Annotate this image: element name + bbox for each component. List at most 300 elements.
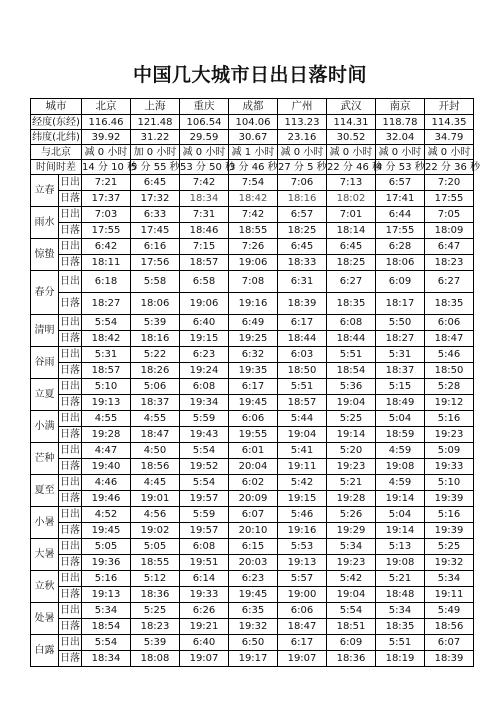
latitude-value: 31.22 (131, 130, 180, 145)
sunset-time: 19:15 (180, 331, 229, 347)
sunset-time: 19:21 (180, 619, 229, 635)
sunrise-time: 4:56 (131, 507, 180, 523)
sunset-time: 18:50 (278, 363, 327, 379)
sunrise-time: 5:49 (425, 603, 474, 619)
sunset-time: 18:44 (327, 331, 376, 347)
sunset-label: 日落 (59, 491, 82, 507)
sunset-time: 18:57 (82, 363, 131, 379)
sunset-time: 17:55 (425, 191, 474, 207)
sunrise-time: 4:45 (131, 475, 180, 491)
sunrise-time: 5:54 (82, 635, 131, 651)
term-set-row (31, 255, 474, 271)
time-diff-minutes: 4 分 53 秒 (376, 161, 425, 173)
sunrise-time: 6:40 (180, 635, 229, 651)
time-diff-hours: 减 1 小时 (229, 145, 278, 160)
sunrise-time: 6:57 (376, 175, 425, 191)
sunrise-label: 日出 (59, 379, 82, 395)
sunrise-time: 4:52 (82, 507, 131, 523)
sunrise-time: 6:49 (229, 315, 278, 331)
sunset-time: 18:35 (327, 293, 376, 315)
sunrise-time: 7:26 (229, 239, 278, 255)
latitude-value: 34.79 (425, 130, 474, 145)
sunset-time: 18:33 (278, 255, 327, 271)
latitude-value: 30.67 (229, 130, 278, 145)
sunrise-time: 6:07 (229, 507, 278, 523)
sunrise-label: 日出 (59, 347, 82, 363)
sunrise-time: 5:22 (131, 347, 180, 363)
sunset-time: 19:13 (82, 395, 131, 411)
sunset-time: 19:14 (376, 523, 425, 539)
sunset-time: 18:50 (425, 363, 474, 379)
sunrise-time: 5:42 (327, 571, 376, 587)
sunrise-time: 4:59 (376, 443, 425, 459)
time-diff-label-line2: 时间时差 (31, 160, 82, 175)
time-diff-row-2 (31, 160, 474, 175)
sunset-time: 18:19 (376, 651, 425, 667)
sunset-time: 19:02 (131, 523, 180, 539)
sunset-time: 18:39 (278, 293, 327, 315)
sunset-time: 18:59 (376, 427, 425, 443)
sunrise-time: 6:45 (327, 239, 376, 255)
sunrise-time: 6:50 (229, 635, 278, 651)
term-set-row (31, 555, 474, 571)
sunset-time: 18:54 (327, 363, 376, 379)
sunset-time: 20:09 (229, 491, 278, 507)
sunrise-time: 6:23 (229, 571, 278, 587)
sunset-time: 18:47 (278, 619, 327, 635)
sunset-time: 18:47 (131, 427, 180, 443)
sunset-time: 19:17 (229, 651, 278, 667)
sunrise-label: 日出 (59, 239, 82, 255)
term-rise-row (31, 571, 474, 587)
longitude-value: 106.54 (180, 115, 229, 130)
sunrise-time: 5:15 (376, 379, 425, 395)
sunrise-time: 5:16 (425, 507, 474, 523)
sunrise-time: 7:31 (180, 207, 229, 223)
sunrise-time: 6:45 (278, 239, 327, 255)
sunset-time: 19:06 (229, 255, 278, 271)
sunset-time: 18:42 (229, 191, 278, 207)
time-diff-row-1 (31, 145, 474, 160)
sunset-time: 17:32 (131, 191, 180, 207)
longitude-value: 121.48 (131, 115, 180, 130)
sunset-time: 19:57 (180, 523, 229, 539)
sunset-time: 18:34 (82, 651, 131, 667)
sunset-time: 18:14 (327, 223, 376, 239)
term-set-row (31, 363, 474, 379)
sunrise-time: 6:06 (278, 603, 327, 619)
sunset-time: 19:33 (425, 459, 474, 475)
sunrise-time: 5:51 (278, 379, 327, 395)
sunrise-time: 5:09 (425, 443, 474, 459)
sunrise-time: 6:08 (327, 315, 376, 331)
sunset-time: 19:08 (376, 555, 425, 571)
sunrise-time: 5:54 (180, 475, 229, 491)
sunset-time: 19:36 (82, 555, 131, 571)
latitude-value: 29.59 (180, 130, 229, 145)
sunset-time: 18:23 (425, 255, 474, 271)
sunrise-time: 6:26 (180, 603, 229, 619)
sunset-time: 19:04 (327, 587, 376, 603)
sunset-time: 20:04 (229, 459, 278, 475)
term-set-row (31, 459, 474, 475)
solar-term-name: 谷雨 (31, 347, 59, 379)
sunset-time: 18:08 (131, 651, 180, 667)
term-rise-row (31, 411, 474, 427)
sunrise-time: 5:59 (180, 411, 229, 427)
sunrise-time: 5:53 (278, 539, 327, 555)
sunrise-time: 7:08 (229, 271, 278, 293)
sunset-time: 18:11 (82, 255, 131, 271)
term-set-row (31, 223, 474, 239)
city-name: 重庆 (180, 99, 229, 115)
sunset-time: 19:32 (229, 619, 278, 635)
sunset-time: 18:36 (327, 651, 376, 667)
sunrise-time: 4:47 (82, 443, 131, 459)
sunrise-time: 6:35 (229, 603, 278, 619)
sunrise-time: 5:25 (327, 411, 376, 427)
sunrise-time: 6:27 (425, 271, 474, 293)
sunset-time: 19:11 (425, 587, 474, 603)
sunrise-time: 5:44 (278, 411, 327, 427)
sunrise-time: 4:55 (82, 411, 131, 427)
sunset-label: 日落 (59, 587, 82, 603)
sunrise-label: 日出 (59, 571, 82, 587)
sunrise-time: 5:50 (376, 315, 425, 331)
sunset-time: 18:17 (376, 293, 425, 315)
city-name: 开封 (425, 99, 474, 115)
sunset-time: 19:46 (82, 491, 131, 507)
sunrise-time: 5:41 (278, 443, 327, 459)
sunset-time: 18:36 (131, 587, 180, 603)
sunrise-time: 5:05 (82, 539, 131, 555)
solar-term-name: 芒种 (31, 443, 59, 475)
sunrise-time: 5:16 (425, 411, 474, 427)
city-name: 南京 (376, 99, 425, 115)
sunrise-label: 日出 (59, 175, 82, 191)
sunrise-sunset-table (30, 98, 480, 667)
sunrise-time: 6:57 (278, 207, 327, 223)
latitude-value: 32.04 (376, 130, 425, 145)
sunset-label: 日落 (59, 555, 82, 571)
term-set-row (31, 191, 474, 207)
term-set-row (31, 619, 474, 635)
sunset-time: 19:13 (82, 587, 131, 603)
sunset-time: 19:12 (425, 395, 474, 411)
longitude-value: 114.31 (327, 115, 376, 130)
sunset-time: 18:35 (425, 293, 474, 315)
city-name: 武汉 (327, 99, 376, 115)
sunrise-label: 日出 (59, 507, 82, 523)
term-rise-row (31, 379, 474, 395)
sunrise-time: 5:39 (131, 635, 180, 651)
sunset-time: 19:16 (278, 523, 327, 539)
sunrise-time: 5:05 (131, 539, 180, 555)
term-rise-row (31, 443, 474, 459)
sunrise-time: 5:06 (131, 379, 180, 395)
sunset-label: 日落 (59, 427, 82, 443)
term-set-row (31, 331, 474, 347)
time-diff-minutes: 14 分 10 秒 (82, 161, 137, 173)
sunrise-time: 6:27 (327, 271, 376, 293)
sunrise-label: 日出 (59, 315, 82, 331)
solar-term-rows (31, 175, 474, 667)
sunset-time: 18:37 (131, 395, 180, 411)
sunset-time: 19:01 (131, 491, 180, 507)
sunset-time: 17:45 (131, 223, 180, 239)
time-diff-hours: 减 0 小时 (327, 145, 376, 160)
sunset-time: 18:44 (278, 331, 327, 347)
sunrise-time: 6:58 (180, 271, 229, 293)
sunset-time: 19:14 (376, 491, 425, 507)
solar-term-name: 小暑 (31, 507, 59, 539)
solar-term-name: 雨水 (31, 207, 59, 239)
sunrise-label: 日出 (59, 539, 82, 555)
sunrise-time: 6:01 (229, 443, 278, 459)
longitude-row (31, 115, 474, 130)
latitude-value: 30.52 (327, 130, 376, 145)
latitude-value: 23.16 (278, 130, 327, 145)
sunset-time: 19:23 (327, 459, 376, 475)
sunrise-time: 6:17 (278, 315, 327, 331)
sunset-time: 18:35 (376, 619, 425, 635)
sunset-time: 20:10 (229, 523, 278, 539)
sunset-time: 19:51 (180, 555, 229, 571)
sunset-time: 19:40 (82, 459, 131, 475)
solar-term-name: 春分 (31, 271, 59, 315)
sunrise-time: 5:04 (376, 411, 425, 427)
sunrise-time: 5:46 (278, 507, 327, 523)
sunrise-time: 6:15 (229, 539, 278, 555)
sunrise-time: 6:14 (180, 571, 229, 587)
term-set-row (31, 587, 474, 603)
solar-term-name: 夏至 (31, 475, 59, 507)
sunset-time: 19:16 (229, 293, 278, 315)
sunset-time: 19:24 (180, 363, 229, 379)
sunset-time: 19:00 (278, 587, 327, 603)
sunset-time: 18:25 (278, 223, 327, 239)
term-rise-row (31, 175, 474, 191)
sunrise-time: 5:46 (425, 347, 474, 363)
sunrise-time: 5:04 (376, 507, 425, 523)
sunrise-time: 6:44 (376, 207, 425, 223)
sunset-time: 18:16 (278, 191, 327, 207)
sunrise-time: 5:34 (327, 539, 376, 555)
sunset-time: 18:56 (425, 619, 474, 635)
sunrise-time: 6:02 (229, 475, 278, 491)
sunrise-time: 5:34 (82, 603, 131, 619)
sunrise-time: 7:01 (327, 207, 376, 223)
sunrise-time: 6:06 (425, 315, 474, 331)
sunrise-label: 日出 (59, 635, 82, 651)
sunset-time: 19:14 (327, 427, 376, 443)
time-diff-minutes: 5 分 55 秒 (131, 161, 180, 173)
sunset-time: 18:02 (327, 191, 376, 207)
sunrise-time: 5:13 (376, 539, 425, 555)
city-name: 上海 (131, 99, 180, 115)
sunset-time: 19:23 (327, 555, 376, 571)
sunrise-time: 5:36 (327, 379, 376, 395)
sunrise-time: 5:26 (327, 507, 376, 523)
sunrise-time: 7:54 (229, 175, 278, 191)
term-rise-row (31, 475, 474, 491)
sunset-time: 17:55 (82, 223, 131, 239)
sunset-time: 18:57 (180, 255, 229, 271)
time-diff-hours: 减 0 小时 (180, 145, 229, 160)
sunset-time: 19:04 (278, 427, 327, 443)
time-diff-minutes: 3 分 46 秒 (229, 161, 278, 173)
sunset-time: 19:28 (82, 427, 131, 443)
sunrise-time: 6:17 (278, 635, 327, 651)
solar-term-name: 小满 (31, 411, 59, 443)
page-title: 中国几大城市日出日落时间 (132, 64, 367, 86)
term-rise-row (31, 239, 474, 255)
sunrise-time: 7:03 (82, 207, 131, 223)
sunset-time: 18:37 (376, 363, 425, 379)
term-set-row (31, 427, 474, 443)
sunset-time: 17:37 (82, 191, 131, 207)
sunset-time: 19:11 (278, 459, 327, 475)
sunrise-time: 5:21 (327, 475, 376, 491)
sunrise-time: 6:09 (327, 635, 376, 651)
sunset-time: 18:06 (131, 293, 180, 315)
longitude-value: 118.78 (376, 115, 425, 130)
sunrise-time: 5:54 (82, 315, 131, 331)
sunset-label: 日落 (59, 459, 82, 475)
sunrise-time: 6:09 (376, 271, 425, 293)
sunset-time: 19:52 (180, 459, 229, 475)
sunset-time: 17:55 (376, 223, 425, 239)
sunrise-label: 日出 (59, 475, 82, 491)
sunrise-time: 5:12 (131, 571, 180, 587)
sunset-time: 18:23 (131, 619, 180, 635)
sunset-time: 19:08 (376, 459, 425, 475)
city-label: 城市 (31, 99, 82, 115)
sunrise-time: 6:17 (229, 379, 278, 395)
solar-term-name: 立春 (31, 175, 59, 207)
sunrise-time: 6:32 (229, 347, 278, 363)
latitude-row (31, 130, 474, 145)
sunset-time: 19:39 (425, 491, 474, 507)
longitude-value: 116.46 (82, 115, 131, 130)
term-set-row (31, 523, 474, 539)
sunset-label: 日落 (59, 619, 82, 635)
sunset-time: 19:23 (425, 427, 474, 443)
sunset-time: 19:32 (425, 555, 474, 571)
sunrise-time: 7:21 (82, 175, 131, 191)
sunset-time: 18:39 (425, 651, 474, 667)
sunrise-time: 5:51 (376, 635, 425, 651)
sunrise-time: 5:54 (180, 443, 229, 459)
sunrise-time: 6:08 (180, 539, 229, 555)
sunset-time: 19:43 (180, 427, 229, 443)
sunrise-time: 6:07 (425, 635, 474, 651)
latitude-label: 纬度(北纬) (32, 131, 80, 143)
sunrise-time: 6:18 (82, 271, 131, 293)
sunset-label: 日落 (59, 191, 82, 207)
sunset-time: 17:56 (131, 255, 180, 271)
sunrise-time: 5:57 (278, 571, 327, 587)
sunrise-label: 日出 (59, 411, 82, 427)
sunset-time: 19:34 (180, 395, 229, 411)
sunset-time: 18:49 (376, 395, 425, 411)
sunset-time: 18:56 (131, 459, 180, 475)
sunrise-time: 5:31 (376, 347, 425, 363)
sunrise-time: 5:42 (278, 475, 327, 491)
sunrise-time: 5:10 (82, 379, 131, 395)
sunset-time: 19:45 (229, 587, 278, 603)
sunset-label: 日落 (59, 293, 82, 315)
term-set-row (31, 293, 474, 315)
sunrise-time: 5:21 (376, 571, 425, 587)
sunset-time: 18:42 (82, 331, 131, 347)
sunrise-time: 4:50 (131, 443, 180, 459)
sunrise-time: 5:34 (425, 571, 474, 587)
sunrise-time: 5:51 (327, 347, 376, 363)
sunset-time: 19:25 (229, 331, 278, 347)
sunrise-time: 6:23 (180, 347, 229, 363)
sunrise-time: 7:06 (278, 175, 327, 191)
longitude-value: 104.06 (229, 115, 278, 130)
term-rise-row (31, 507, 474, 523)
sunset-time: 19:45 (229, 395, 278, 411)
sunrise-time: 4:55 (131, 411, 180, 427)
term-rise-row (31, 347, 474, 363)
sunrise-time: 6:08 (180, 379, 229, 395)
sunset-label: 日落 (59, 223, 82, 239)
sunset-time: 18:26 (131, 363, 180, 379)
sunset-time: 18:47 (425, 331, 474, 347)
sunset-label: 日落 (59, 523, 82, 539)
sunset-time: 18:57 (278, 395, 327, 411)
solar-term-name: 白露 (31, 635, 59, 667)
time-diff-hours: 减 0 小时 (82, 145, 131, 160)
sunset-time: 17:41 (376, 191, 425, 207)
sunrise-time: 7:13 (327, 175, 376, 191)
sunset-time: 18:27 (82, 293, 131, 315)
sunrise-time: 6:33 (131, 207, 180, 223)
sunrise-time: 5:59 (180, 507, 229, 523)
sunset-time: 19:06 (180, 293, 229, 315)
sunset-time: 20:03 (229, 555, 278, 571)
sunrise-label: 日出 (59, 443, 82, 459)
sunrise-time: 5:10 (425, 475, 474, 491)
term-rise-row (31, 635, 474, 651)
city-name: 成都 (229, 99, 278, 115)
sunset-time: 18:51 (327, 619, 376, 635)
sunset-time: 19:39 (425, 523, 474, 539)
sunrise-time: 5:25 (131, 603, 180, 619)
term-rise-row (31, 271, 474, 293)
city-name: 北京 (82, 99, 131, 115)
sunset-label: 日落 (59, 363, 82, 379)
sunset-time: 18:54 (82, 619, 131, 635)
sunset-time: 18:46 (180, 223, 229, 239)
sunset-time: 19:07 (180, 651, 229, 667)
sunrise-time: 7:05 (425, 207, 474, 223)
sunrise-time: 6:06 (229, 411, 278, 427)
sunrise-time: 5:16 (82, 571, 131, 587)
sunset-time: 18:34 (180, 191, 229, 207)
sunrise-time: 4:46 (82, 475, 131, 491)
solar-term-name: 立夏 (31, 379, 59, 411)
sunrise-time: 5:20 (327, 443, 376, 459)
sunrise-time: 5:34 (376, 603, 425, 619)
term-set-row (31, 395, 474, 411)
sunrise-time: 7:42 (229, 207, 278, 223)
sunset-time: 18:16 (131, 331, 180, 347)
sunrise-time: 7:42 (180, 175, 229, 191)
